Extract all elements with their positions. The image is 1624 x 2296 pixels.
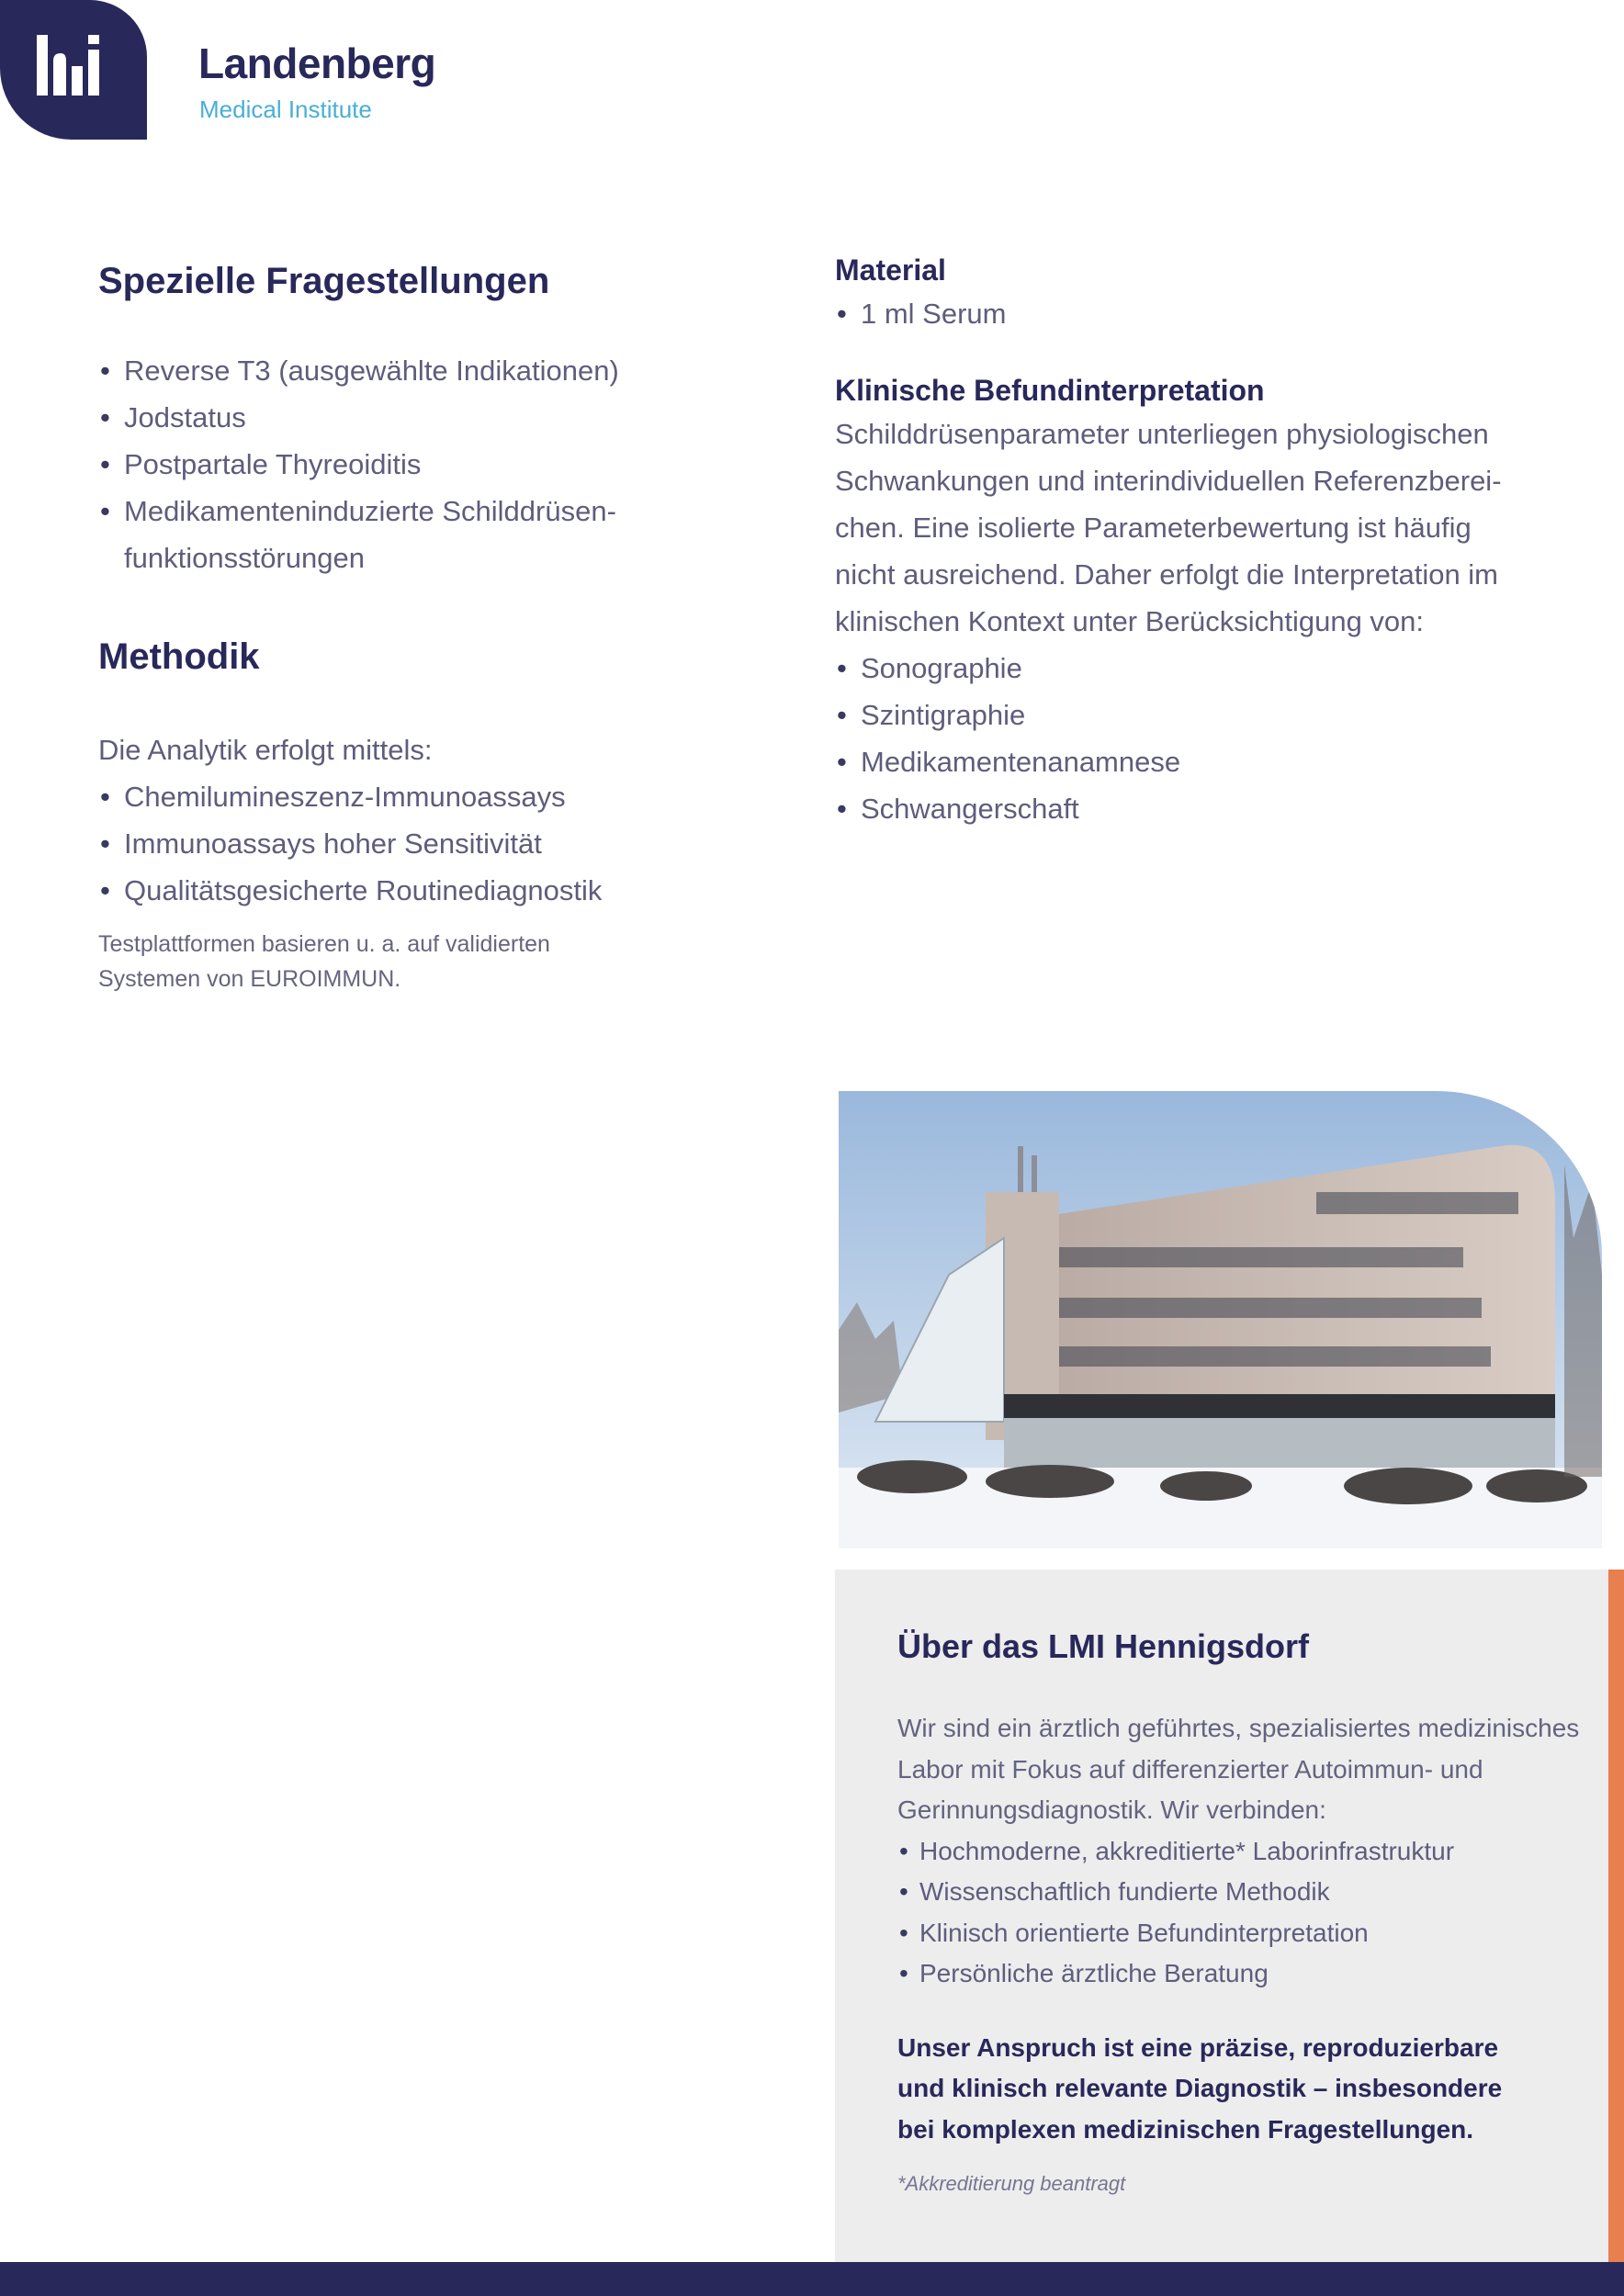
material-title: Material xyxy=(835,253,946,287)
platform-note: Testplattformen basieren u. a. auf validierten Systemen von EUROIMMUN. xyxy=(98,931,550,992)
about-content xyxy=(897,1626,1596,2196)
list-item: • Postpartale Thyreoiditis xyxy=(98,441,686,488)
bar-logo-icon xyxy=(35,33,105,97)
list-item: • Hochmoderne, akkreditierte* Laborinfrastruktur xyxy=(897,1831,1596,1873)
list-item: • Qualitätsgesicherte Routinediagnostik xyxy=(98,867,686,914)
list-item: • Jodstatus xyxy=(98,394,686,441)
footer-bar xyxy=(0,2262,1624,2296)
special-questions-title: Spezielle Fragestellungen xyxy=(98,261,550,301)
list-item: • Sonographie xyxy=(835,645,1533,692)
about-title: Über das LMI Hennigsdorf xyxy=(897,1627,1310,1665)
list-item: • Szintigraphie xyxy=(835,692,1533,738)
brand-subtitle: Medical Institute xyxy=(199,96,372,123)
about-box xyxy=(835,1570,1608,2262)
building-photo xyxy=(839,1091,1602,1548)
list-item: • Wissenschaftlich fundierte Methodik xyxy=(897,1872,1596,1913)
methodik-list xyxy=(98,773,686,914)
logo-badge xyxy=(0,0,147,140)
special-questions-list xyxy=(98,347,686,581)
material-list xyxy=(835,290,1533,337)
about-footnote: *Akkreditierung beantragt xyxy=(897,2172,1126,2196)
list-item: • Medikamentenanamnese xyxy=(835,738,1533,785)
about-text: Wir sind ein ärztlich geführtes, spezialisiertes medizinisches Labor mit Fokus auf differenzierter Autoimmun- und Gerinnungsdiagnostik. Wir verbinden: xyxy=(897,1714,1580,1825)
list-item: • Klinisch orientierte Befundinterpretation xyxy=(897,1913,1596,1954)
interpretation-list xyxy=(835,645,1533,832)
left-column xyxy=(98,259,686,996)
list-item: • 1 ml Serum xyxy=(835,290,1533,337)
interpretation-text: Schilddrüsenparameter unterliegen physiologischen Schwankungen und interindividuellen Referenzberei-chen. Eine isolierte Parameterbewertung ist häufig nicht ausreichend. Daher erfolgt die Interpretation im klinischen Kontext unter Berücksichtigung von: xyxy=(835,418,1502,637)
list-item: • Chemilumineszenz-Immunoassays xyxy=(98,773,686,820)
list-item: • Reverse T3 (ausgewählte Indikationen) xyxy=(98,347,686,394)
list-item: • Immunoassays hoher Sensitivität xyxy=(98,820,686,867)
interpretation-title: Klinische Befundinterpretation xyxy=(835,374,1265,407)
about-list xyxy=(897,1831,1596,1995)
list-item: • Medikamenteninduzierte Schilddrüsen-funktionsstörungen xyxy=(98,488,638,581)
brand-name: Landenberg xyxy=(198,39,436,87)
list-item: • Persönliche ärztliche Beratung xyxy=(897,1953,1596,1995)
right-column xyxy=(835,250,1533,832)
about-accent-bar xyxy=(1608,1570,1624,2262)
methodik-title: Methodik xyxy=(98,636,260,677)
list-item: • Schwangerschaft xyxy=(835,785,1533,832)
about-claim: Unser Anspruch ist eine präzise, reproduzierbare und klinisch relevante Diagnostik – insbesondere bei komplexen medizinischen Fragestellungen. xyxy=(897,2032,1503,2144)
methodik-intro: Die Analytik erfolgt mittels: xyxy=(98,734,433,766)
